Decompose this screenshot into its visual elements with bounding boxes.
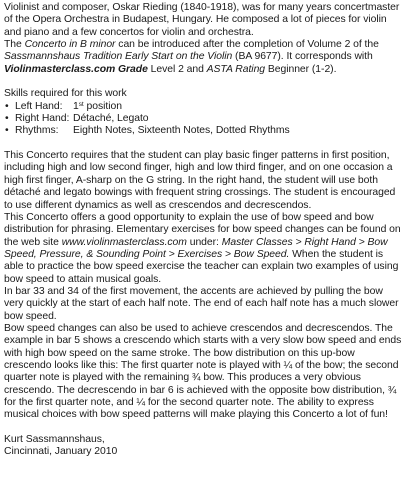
skill-item-rhythms xyxy=(4,125,402,137)
edition-text-5: Beginner (1-2). xyxy=(265,63,337,75)
series-title: Sassmannshaus Tradition Early Start on the Violin xyxy=(4,51,233,63)
signature-name: Kurt Sassmannshaus, xyxy=(4,434,105,446)
bullet-icon: • xyxy=(5,113,9,125)
concerto-title: Concerto in B minor xyxy=(24,39,116,51)
skill-sup: st xyxy=(78,100,84,108)
edition-text-3: (BA 9677). It corresponds with xyxy=(232,51,373,63)
bow-speed-text-3: When the student is able to practice the bow speed exercise the teacher can explain two examples of using bow speed to attain musical goals. xyxy=(4,248,399,285)
crescendo-paragraph: Bow speed changes can also be used to achieve crescendos and decrescendos. The example in bar 5 shows a crescendo which starts with a very slow bow speed and ends with high bow speed on the same stroke. The bow distribution on this up-bow crescendo looks like this: The first quarter note is played with ¼ of the bow; the second quarter note is played with the remaining ¾ bow. This produces a very obvious crescendo. The decrescendo in bar 6 is achieved with the opposite bow distribution, ¾ for the first quarter note, and ¼ for the second quarter note. The ability to express musical choices with bow speed patterns will make playing this Concerto a lot of fun! xyxy=(4,322,402,421)
skill-item-left-hand xyxy=(4,101,402,113)
spacer xyxy=(4,422,402,434)
skill-value: 1 xyxy=(73,100,79,112)
site-grade: Violinmasterclass.com Grade xyxy=(4,63,148,75)
document-page xyxy=(4,2,402,498)
skill-value: Détaché, Legato xyxy=(73,113,149,125)
skills-heading: Skills required for this work xyxy=(4,88,127,100)
spacer xyxy=(4,138,402,150)
spacer xyxy=(4,76,402,88)
bullet-icon: • xyxy=(5,125,9,137)
requirements-paragraph: This Concerto requires that the student can play basic finger patterns in first position, including high and low second finger, high and low third finger, and on one occasion a high first finger, A-sharp on the G string. In the right hand, the student will use both détaché and legato bowings with frequent string crossings. The student is encouraged to use different dynamics as well as crescendos and decrescendos. xyxy=(4,150,396,211)
edition-paragraph xyxy=(4,39,402,76)
accents-paragraph: In bar 33 and 34 of the first movement, the accents are achieved by pulling the bow very quickly at the start of each half note. The end of each half note has a much slower bow speed. xyxy=(4,285,399,322)
bow-speed-paragraph xyxy=(4,212,402,286)
website-path: Master Classes > Right Hand > Bow Speed, Pressure, & Sounding Point > Exercises > Bow Speed. xyxy=(4,236,388,260)
edition-text-4: Level 2 and xyxy=(147,63,207,75)
skill-label: Rhythms: xyxy=(15,125,59,137)
edition-text-2: can be introduced after the completion of Volume 2 of the xyxy=(115,39,379,51)
intro-paragraph: Violinist and composer, Oskar Rieding (1840-1918), was for many years concertmaster of the Opera Orchestra in Budapest, Hungary. He composed a lot of pieces for violin and piano and a few concertos for violin and orchestra. xyxy=(4,2,400,38)
bow-speed-text-2: under: xyxy=(186,236,222,248)
skill-value-after: position xyxy=(83,100,122,112)
skill-item-right-hand xyxy=(4,113,402,125)
skill-value: Eighth Notes, Sixteenth Notes, Dotted Rhythms xyxy=(73,125,290,137)
edition-text-1: The xyxy=(4,39,25,51)
bullet-icon: • xyxy=(5,100,9,112)
asta-rating: ASTA Rating xyxy=(206,63,266,75)
skill-label: Left Hand: xyxy=(15,100,63,112)
signature-place-date: Cincinnati, January 2010 xyxy=(4,446,118,458)
website-url: www.violinmasterclass.com xyxy=(61,236,187,248)
bow-speed-text-1: This Concerto offers a good opportunity to explain the use of bow speed and bow distribution for phrasing. Elementary exercises for bow speed changes can be found on the web site xyxy=(4,211,401,248)
skill-label: Right Hand: xyxy=(15,113,70,125)
